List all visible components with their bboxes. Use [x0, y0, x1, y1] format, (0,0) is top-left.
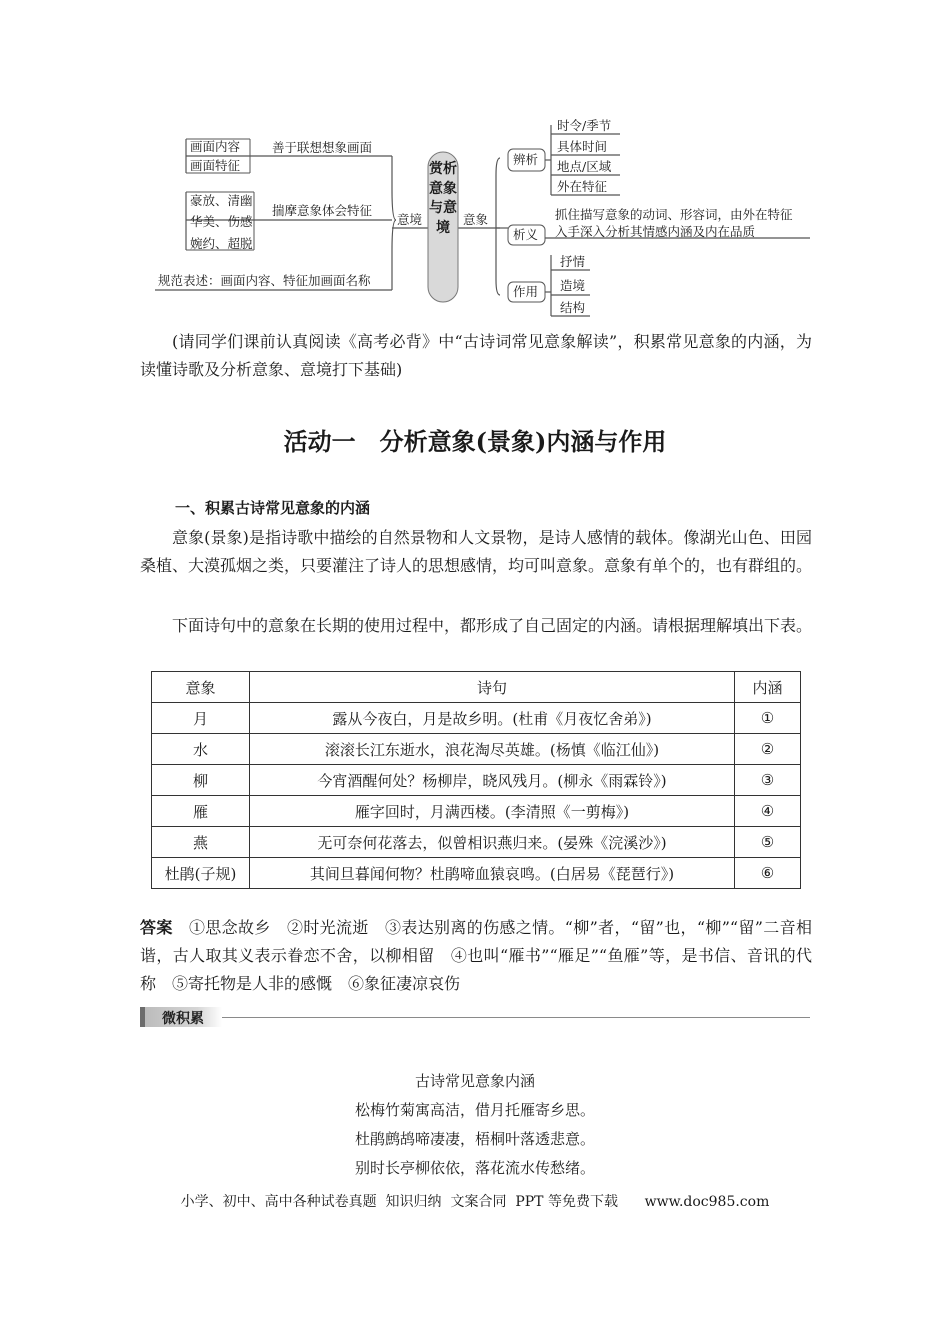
group2-item: 豪放、清幽	[190, 193, 253, 208]
zuoyong-label: 作用	[513, 284, 539, 299]
table-row	[152, 734, 801, 765]
table-row	[152, 703, 801, 734]
table-cell: 今宵酒醒何处？杨柳岸，晓风残月。(柳永《雨霖铃》)	[250, 765, 735, 796]
table-cell: ②	[735, 734, 801, 765]
table-cell: 滚滚长江东逝水，浪花淘尽英雄。(杨慎《临江仙》)	[250, 734, 735, 765]
zuoyong-item: 造境	[560, 278, 586, 293]
poem-title: 古诗常见意象内涵	[414, 1072, 535, 1090]
poem-line: 别时长亭柳依依，落花流水传愁绪。	[354, 1159, 595, 1177]
reading-note: (请同学们课前认真阅读《高考必背》中“古诗词常见意象解读”，积累常见意象的内涵，为读懂诗歌及分析意象、意境打下基础)	[140, 332, 812, 379]
xiyi-line1: 抓住描写意象的动词、形容词，由外在特征	[555, 207, 793, 222]
xiyi-line2: 入手深入分析其情感内涵及内在品质	[555, 224, 756, 239]
table-row	[152, 858, 801, 889]
table-cell: 杜鹃(子规)	[152, 858, 250, 889]
paragraph-intro: 意象(景象)是指诗歌中描绘的自然景物和人文景物，是诗人感情的载体。像湖光山色、田园桑植、大漠孤烟之类，只要灌注了诗人的思想感情，均可叫意象。意象有单个的，也有群组的。	[140, 528, 813, 575]
group1-label: 善于联想想象画面	[272, 140, 373, 155]
bianxi-item: 地点/区域	[557, 159, 612, 174]
table-header-cell: 意象	[152, 672, 250, 703]
paragraph-instruction: 下面诗句中的意象在长期的使用过程中，都形成了自己固定的内涵。请根据理解填出下表。	[172, 616, 813, 635]
bianxi-item: 具体时间	[557, 139, 608, 154]
bianxi-item: 外在特征	[557, 179, 608, 194]
table-cell: 雁	[152, 796, 250, 827]
table-header-row	[152, 672, 801, 703]
group2-item: 婉约、超脱	[190, 236, 253, 251]
group2-label: 揣摩意象体会特征	[272, 203, 373, 218]
answer-text: ①思念故乡 ②时光流逝 ③表达别离的伤感之情。“柳”者，“留”也，“柳”“留”二音相谐，古人取其义表示眷恋不舍，以柳相留 ④也叫“雁书”“雁足”“鱼雁”等，是书信、音讯的代称 ⑤寄托物是人非的感慨 ⑥象征凄凉哀伤	[140, 918, 812, 993]
answer-block	[140, 914, 812, 998]
table-header-cell: 内涵	[735, 672, 801, 703]
table-header-cell: 诗句	[250, 672, 735, 703]
table-row	[152, 765, 801, 796]
table-cell: ④	[735, 796, 801, 827]
imagery-table	[151, 671, 801, 889]
table-cell: 无可奈何花落去，似曾相识燕归来。(晏殊《浣溪沙》)	[250, 827, 735, 858]
zuoyong-item: 结构	[560, 300, 586, 315]
xiyi-label: 析义	[513, 227, 539, 242]
table-cell: 燕	[152, 827, 250, 858]
zuoyong-item: 抒情	[560, 254, 586, 269]
bar-divider	[140, 1017, 810, 1018]
group1-item: 画面内容	[190, 139, 241, 154]
poem-line: 杜鹃鹧鸪啼凄凄，梧桐叶落透悲意。	[354, 1130, 595, 1148]
bar-notch	[140, 1007, 145, 1027]
table-cell: ⑥	[735, 858, 801, 889]
section-heading: 一、积累古诗常见意象的内涵	[175, 499, 371, 517]
page-footer: 小学、初中、高中各种试卷真题 知识归纳 文案合同 PPT 等免费下载 www.doc985.com	[180, 1194, 770, 1210]
table-cell: 柳	[152, 765, 250, 796]
table-row	[152, 827, 801, 858]
activity-title: 活动一 分析意象(景象)内涵与作用	[283, 427, 667, 456]
table-cell: ③	[735, 765, 801, 796]
table-cell: ⑤	[735, 827, 801, 858]
table-cell: 其间旦暮闻何物？杜鹃啼血猿哀鸣。(白居易《琵琶行》)	[250, 858, 735, 889]
bar-label: 微积累	[162, 1011, 204, 1027]
poem-line: 松梅竹菊寓高洁，借月托雁寄乡思。	[354, 1101, 595, 1119]
table-cell: ①	[735, 703, 801, 734]
table-cell: 月	[152, 703, 250, 734]
group1-item: 画面特征	[190, 158, 241, 173]
micro-accumulation-bar	[140, 1007, 810, 1027]
bianxi-item: 时令/季节	[557, 118, 612, 133]
table-cell: 水	[152, 734, 250, 765]
table-cell: 雁字回时，月满西楼。(李清照《一剪梅》)	[250, 796, 735, 827]
right-branch-label: 意象	[463, 212, 489, 227]
table-cell: 露从今夜白，月是故乡明。(杜甫《月夜忆舍弟》)	[250, 703, 735, 734]
bar-tab	[140, 1007, 222, 1027]
bianxi-label: 辨析	[513, 152, 539, 167]
mind-map-lines	[0, 0, 950, 320]
table-row	[152, 796, 801, 827]
group2-item: 华美、伤感	[190, 214, 253, 229]
answer-label: 答案	[140, 918, 173, 937]
norm-text: 规范表述：画面内容、特征加画面名称	[158, 273, 371, 288]
left-branch-label: 意境	[397, 212, 423, 227]
mind-map-center-text: 赏析意象与意境	[429, 161, 457, 236]
